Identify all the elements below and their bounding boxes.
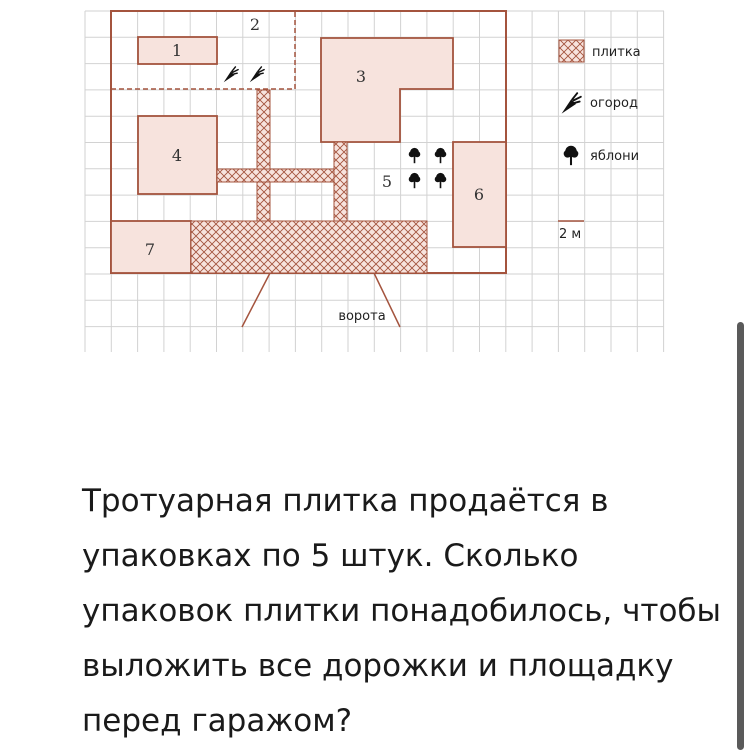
- gate-label: ворота: [338, 309, 386, 324]
- legend: [558, 40, 641, 242]
- legend-tile-swatch: [559, 40, 584, 62]
- carrot-icon: [250, 67, 264, 82]
- scrollbar-thumb[interactable]: [737, 322, 744, 750]
- tile-pad-before-garage: [191, 221, 427, 273]
- zone-label-4: 4: [171, 146, 183, 165]
- zone-label-1: 1: [171, 41, 183, 60]
- zone-label-6: 6: [473, 185, 485, 204]
- zone-label-7: 7: [144, 240, 156, 259]
- apple-tree-icon: [435, 173, 447, 188]
- apple-tree-icon: [409, 173, 421, 188]
- legend-apple-trees-label: яблони: [590, 149, 640, 164]
- legend-scale-label: 2 м: [559, 227, 582, 242]
- apple-tree-icon: [435, 148, 447, 163]
- tile-path-horizontal: [217, 169, 334, 182]
- carrot-icon: [562, 93, 581, 113]
- tile-path-vertical-left: [257, 90, 270, 221]
- zone-label-2: 2: [249, 15, 261, 34]
- legend-tile-label: плитка: [592, 45, 641, 60]
- apple-tree-icon: [564, 146, 579, 165]
- tile-path-vertical-right: [334, 142, 347, 221]
- carrot-icon: [224, 67, 238, 82]
- zone-label-5: 5: [381, 172, 393, 191]
- apple-tree-icon: [409, 148, 421, 163]
- legend-garden-label: огород: [590, 96, 638, 111]
- question-text: Тротуарная плитка продаётся в упаковках по 5 штук. Сколько упаковок плитки понадобилось, чтобы выложить все дорожки и площадку перед гаражом?: [82, 483, 722, 739]
- zone-label-3: 3: [355, 67, 367, 86]
